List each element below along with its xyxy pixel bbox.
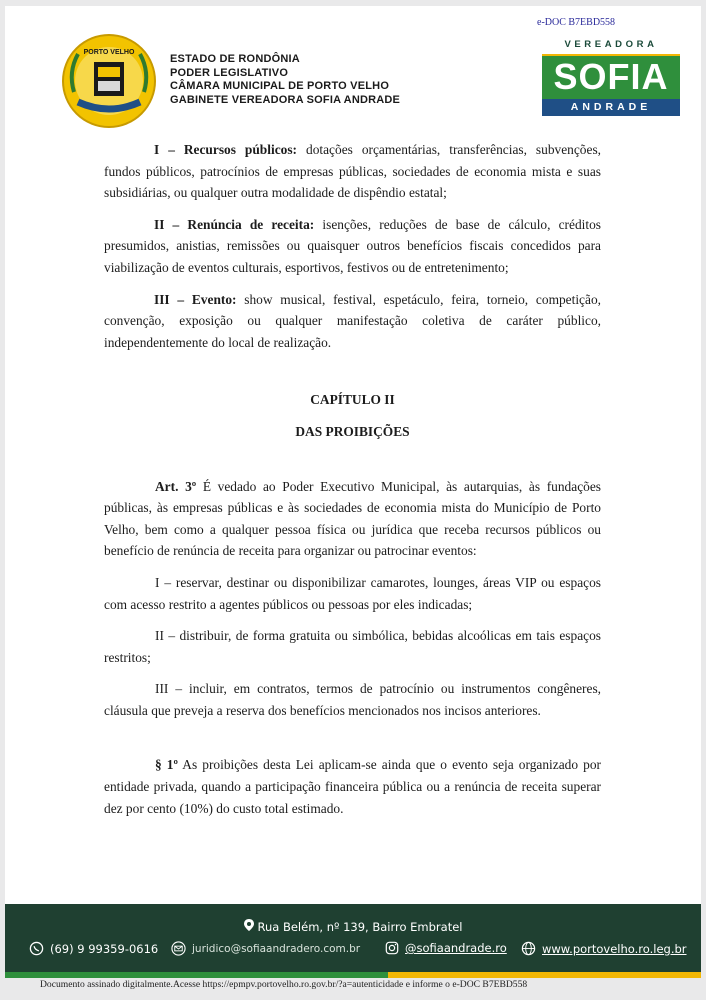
footer-address [5, 919, 701, 934]
footer-instagram[interactable] [385, 941, 507, 955]
article-3 [104, 476, 601, 562]
mail-icon [171, 941, 186, 956]
definition-text: dotações orçamentárias, transferências, subvenções, fundos públicos, patrocínios de empresas públicas, sociedades de economia mista e suas subsidiárias, ou qualquer outra modalidade de dispêndio estatal; [104, 142, 602, 201]
footer-bar [5, 904, 701, 978]
svg-text:PORTO VELHO: PORTO VELHO [83, 49, 135, 56]
header-line-chamber: CÂMARA MUNICIPAL DE PORTO VELHO [170, 80, 390, 92]
article-inciso-3: III – incluir, em contratos, termos de patrocínio ou instrumentos congêneres, cláusula que preveja a reserva dos benefícios mencionados nos incisos anteriores. [104, 681, 601, 718]
definition-label: I – Recursos públicos: [154, 142, 298, 157]
document-body [104, 139, 601, 819]
paragraph-label: § 1º [155, 757, 178, 773]
email-text: juridico@sofiaandradero.com.br [192, 942, 361, 955]
footer-website[interactable] [521, 941, 687, 956]
logo-band [542, 54, 680, 99]
city-crest-icon [60, 32, 158, 130]
article-label: Art. 3º [155, 478, 197, 494]
chapter-title: DAS PROIBIÇÕES [295, 423, 410, 439]
instagram-text: @sofiaandrade.ro [405, 941, 507, 955]
chapter-heading: CAPÍTULO II [310, 392, 395, 408]
instagram-icon [385, 941, 399, 955]
location-pin-icon [244, 919, 254, 931]
definition-text: isenções, reduções de base de cálculo, créditos presumidos, anistias, remissões ou quaisquer outros benefícios fiscais concedidos para viabilização de eventos culturais, esportivos, festivos ou de entretenimento; [104, 216, 601, 275]
address-text: Rua Belém, nº 139, Bairro Embratel [257, 920, 463, 934]
logo-top-text: VEREADORA [564, 39, 658, 50]
footer-email[interactable] [171, 941, 360, 956]
sofia-andrade-logo [542, 38, 680, 121]
logo-bottom-text: ANDRADE [542, 99, 680, 116]
definition-item-3 [104, 289, 601, 354]
definition-label: II – Renúncia de receita: [154, 216, 315, 232]
header-line-state: ESTADO DE RONDÔNIA [170, 53, 300, 65]
edoc-code: e-DOC B7EBD558 [537, 17, 616, 28]
website-text: www.portovelho.ro.leg.br [542, 941, 687, 956]
footer-stripe [5, 972, 701, 978]
header-line-power: PODER LEGISLATIVO [170, 66, 289, 79]
article-inciso-1: I – reservar, destinar ou disponibilizar camarotes, lounges, áreas VIP ou espaços com acesso restrito a agentes públicos ou pessoas por eles indicadas; [104, 574, 601, 612]
definition-text: show musical, festival, espetáculo, feira, torneio, competição, convenção, exposição ou qualquer manifestação coletiva de caráter público, independentemente do local de realização. [104, 291, 601, 350]
phone-text: (69) 9 99359-0616 [50, 941, 159, 956]
footer-phone[interactable] [29, 941, 158, 956]
whatsapp-icon [29, 941, 44, 956]
paragraph-1 [104, 754, 601, 819]
definition-label: III – Evento: [154, 291, 237, 307]
header-line-office: GABINETE VEREADORA SOFIA ANDRADE [170, 93, 401, 106]
paragraph-text: As proibições desta Lei aplicam-se ainda que o evento seja organizado por entidade privada, quando a participação financeira pública ou a renúncia de receita superar dez por cento (10%) do custo total estimado. [104, 757, 601, 816]
definition-item-2 [104, 214, 601, 279]
article-text: É vedado ao Poder Executivo Municipal, às autarquias, às fundações públicas, às empresas públicas e às sociedades de economia mista do Município de Porto Velho, bem como a qualquer pessoa física ou jurídica que receba recursos públicos ou benefício de renúncia de receita para organizar ou patrocinar eventos: [104, 478, 601, 559]
header-institution [170, 53, 400, 107]
logo-main-text: SOFIA [553, 56, 669, 97]
document-page [5, 6, 701, 978]
digital-signature-note: Documento assinado digitalmente.Acesse https://epmpv.portovelho.ro.gov.br/?a=autenticidade e informe o e-DOC B7EBD558 [40, 979, 528, 990]
definition-item-1 [104, 139, 601, 204]
globe-icon [521, 941, 536, 956]
article-inciso-2: II – distribuir, de forma gratuita ou simbólica, bebidas alcoólicas em tais espaços restritos; [104, 628, 601, 665]
